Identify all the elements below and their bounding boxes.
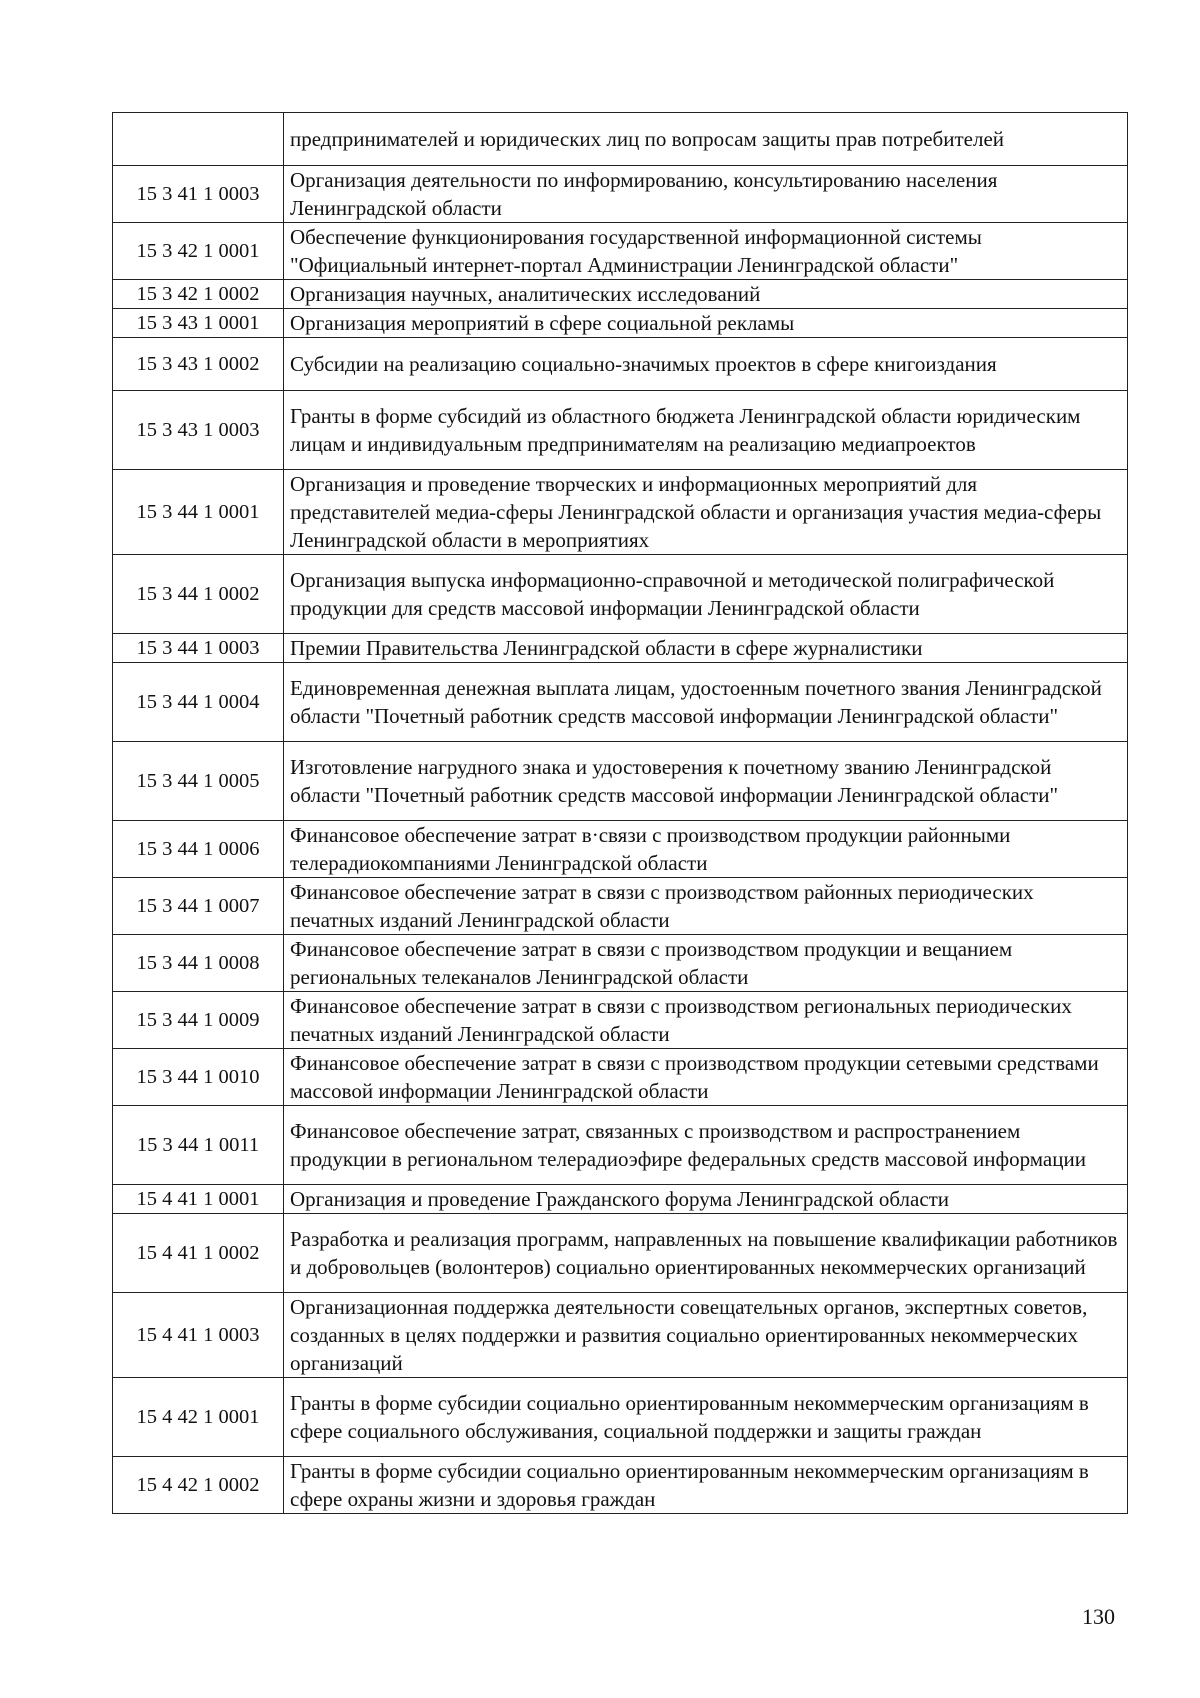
description-cell: предпринимателей и юридических лиц по вопросам защиты прав потребителей — [284, 113, 1128, 166]
code-cell: 15 4 41 1 0002 — [113, 1214, 284, 1293]
code-cell: 15 3 44 1 0001 — [113, 470, 284, 555]
code-cell: 15 3 43 1 0003 — [113, 391, 284, 470]
table-row — [113, 113, 1128, 166]
code-cell: 15 3 44 1 0005 — [113, 742, 284, 821]
description-cell: Финансовое обеспечение затрат в связи с производством продукции сетевыми средствами массовой информации Ленинградской области — [284, 1049, 1128, 1106]
page-number: 130 — [1082, 1604, 1115, 1629]
code-cell: 15 3 44 1 0004 — [113, 663, 284, 742]
table-row — [113, 935, 1128, 992]
description-cell: Организация мероприятий в сфере социальной рекламы — [284, 309, 1128, 338]
code-cell: 15 3 44 1 0007 — [113, 878, 284, 935]
table-row — [113, 1049, 1128, 1106]
description-cell: Финансовое обеспечение затрат, связанных с производством и распространением продукции в региональном телерадиоэфире федеральных средств массовой информации — [284, 1106, 1128, 1185]
table-row — [113, 1293, 1128, 1378]
table-body — [113, 113, 1128, 1514]
description-cell: Финансовое обеспечение затрат в·связи с производством продукции районными телерадиокомпаниями Ленинградской области — [284, 821, 1128, 878]
table-row — [113, 821, 1128, 878]
description-cell: Финансовое обеспечение затрат в связи с производством районных периодических печатных изданий Ленинградской области — [284, 878, 1128, 935]
table-row — [113, 1214, 1128, 1293]
code-cell: 15 3 44 1 0003 — [113, 634, 284, 663]
table-row — [113, 878, 1128, 935]
table-row — [113, 663, 1128, 742]
code-cell: 15 3 44 1 0010 — [113, 1049, 284, 1106]
code-cell: 15 3 44 1 0008 — [113, 935, 284, 992]
code-cell: 15 3 44 1 0009 — [113, 992, 284, 1049]
description-cell: Единовременная денежная выплата лицам, удостоенным почетного звания Ленинградской области "Почетный работник средств массовой информации Ленинградской области" — [284, 663, 1128, 742]
description-cell: Организация научных, аналитических исследований — [284, 280, 1128, 309]
code-cell: 15 3 41 1 0003 — [113, 166, 284, 223]
code-cell: 15 4 41 1 0003 — [113, 1293, 284, 1378]
table-row — [113, 555, 1128, 634]
table-row — [113, 280, 1128, 309]
code-cell: 15 4 42 1 0001 — [113, 1378, 284, 1457]
description-cell: Изготовление нагрудного знака и удостоверения к почетному званию Ленинградской области "Почетный работник средств массовой информации Ленинградской области" — [284, 742, 1128, 821]
table-row — [113, 634, 1128, 663]
table-row — [113, 338, 1128, 391]
code-cell: 15 3 42 1 0002 — [113, 280, 284, 309]
table-row — [113, 1185, 1128, 1214]
table-row — [113, 1378, 1128, 1457]
code-cell: 15 3 44 1 0002 — [113, 555, 284, 634]
description-cell: Разработка и реализация программ, направленных на повышение квалификации работников и добровольцев (волонтеров) социально ориентированных некоммерческих организаций — [284, 1214, 1128, 1293]
table-row — [113, 992, 1128, 1049]
table-row — [113, 309, 1128, 338]
description-cell: Гранты в форме субсидии социально ориентированным некоммерческим организациям в сфере охраны жизни и здоровья граждан — [284, 1457, 1128, 1514]
table-row — [113, 1106, 1128, 1185]
code-cell: 15 3 44 1 0006 — [113, 821, 284, 878]
table-row — [113, 470, 1128, 555]
description-cell: Финансовое обеспечение затрат в связи с производством региональных периодических печатных изданий Ленинградской области — [284, 992, 1128, 1049]
description-cell: Гранты в форме субсидий из областного бюджета Ленинградской области юридическим лицам и индивидуальным предпринимателям на реализацию медиапроектов — [284, 391, 1128, 470]
table-row — [113, 223, 1128, 280]
description-cell: Субсидии на реализацию социально-значимых проектов в сфере книгоиздания — [284, 338, 1128, 391]
budget-codes-table — [112, 112, 1128, 1514]
code-cell — [113, 113, 284, 166]
table-row — [113, 742, 1128, 821]
code-cell: 15 3 42 1 0001 — [113, 223, 284, 280]
table-row — [113, 1457, 1128, 1514]
code-cell: 15 3 43 1 0001 — [113, 309, 284, 338]
code-cell: 15 4 41 1 0001 — [113, 1185, 284, 1214]
description-cell: Организация и проведение творческих и информационных мероприятий для представителей медиа-сферы Ленинградской области и организация участия медиа-сферы Ленинградской области в мероприятиях — [284, 470, 1128, 555]
description-cell: Организация и проведение Гражданского форума Ленинградской области — [284, 1185, 1128, 1214]
table-row — [113, 391, 1128, 470]
description-cell: Организация выпуска информационно-справочной и методической полиграфической продукции для средств массовой информации Ленинградской области — [284, 555, 1128, 634]
table-row — [113, 166, 1128, 223]
description-cell: Обеспечение функционирования государственной информационной системы "Официальный интернет-портал Администрации Ленинградской области" — [284, 223, 1128, 280]
code-cell: 15 3 44 1 0011 — [113, 1106, 284, 1185]
code-cell: 15 3 43 1 0002 — [113, 338, 284, 391]
description-cell: Организация деятельности по информированию, консультированию населения Ленинградской области — [284, 166, 1128, 223]
description-cell: Премии Правительства Ленинградской области в сфере журналистики — [284, 634, 1128, 663]
description-cell: Организационная поддержка деятельности совещательных органов, экспертных советов, созданных в целях поддержки и развития социально ориентированных некоммерческих организаций — [284, 1293, 1128, 1378]
code-cell: 15 4 42 1 0002 — [113, 1457, 284, 1514]
description-cell: Финансовое обеспечение затрат в связи с производством продукции и вещанием региональных телеканалов Ленинградской области — [284, 935, 1128, 992]
description-cell: Гранты в форме субсидии социально ориентированным некоммерческим организациям в сфере социального обслуживания, социальной поддержки и защиты граждан — [284, 1378, 1128, 1457]
